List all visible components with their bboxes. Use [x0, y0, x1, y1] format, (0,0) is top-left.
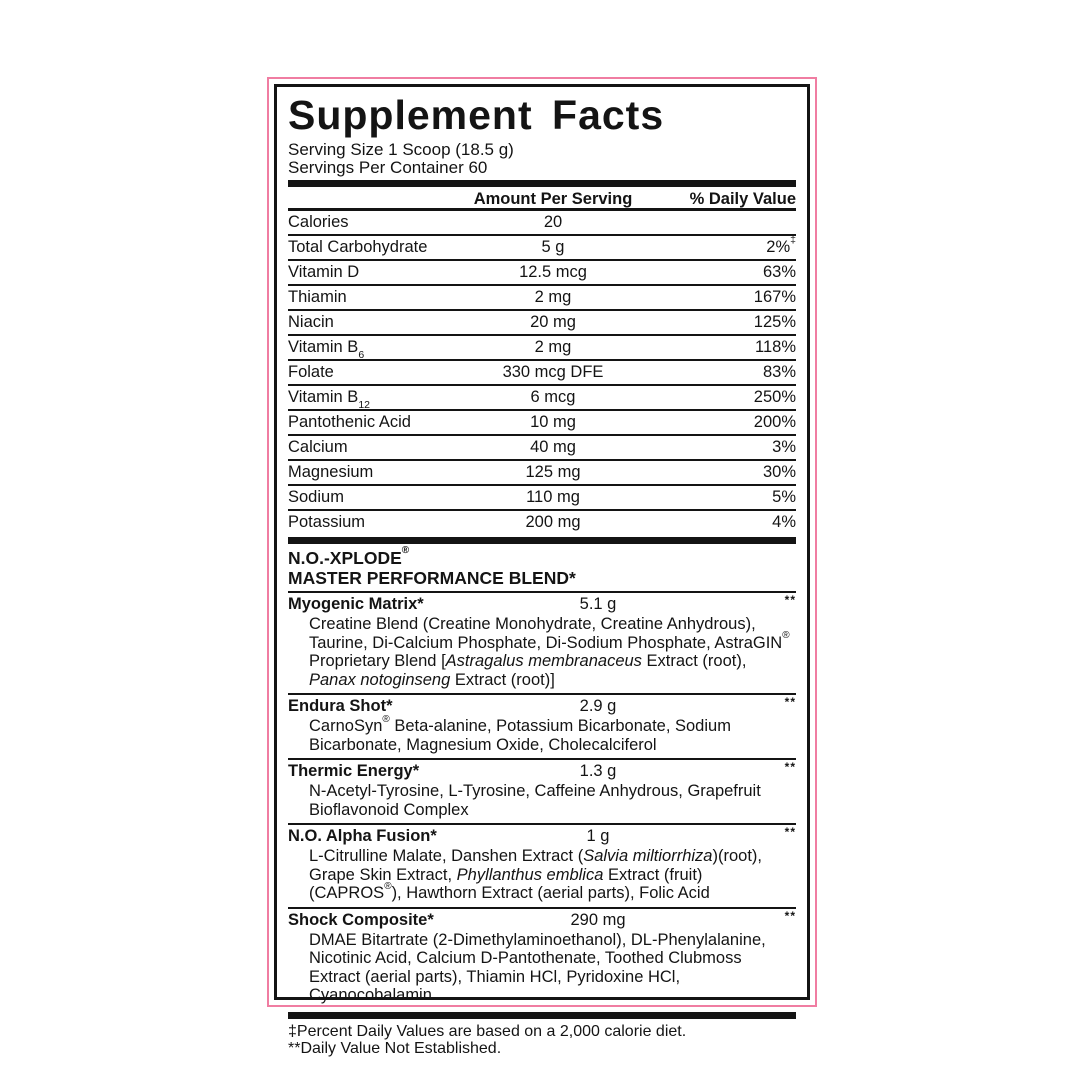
nutrient-row [288, 409, 796, 434]
nutrient-amount: 20 [543, 213, 563, 231]
nutrient-row [288, 334, 796, 362]
nutrient-name: Vitamin D [288, 263, 360, 281]
nutrient-name: Total Carbohydrate [288, 238, 428, 256]
blend-daily-value-mark: ** [784, 593, 796, 607]
nutrient-name: Thiamin [288, 288, 347, 306]
nutrient-daily-value: 250% [753, 388, 796, 406]
thick-divider [288, 1012, 796, 1019]
blend-heading-line1: N.O.-XPLODE® [288, 545, 410, 568]
blend-daily-value-mark: ** [784, 695, 796, 709]
blend-table [288, 591, 796, 1009]
nutrient-name: Sodium [288, 488, 344, 506]
nutrient-amount: 5 g [541, 238, 565, 256]
nutrient-daily-value: 118% [755, 338, 796, 356]
nutrient-daily-value: 63% [762, 263, 796, 281]
daily-value-column-header: % Daily Value [689, 190, 796, 208]
blend-title-row [288, 908, 796, 931]
nutrient-daily-value: 30% [762, 463, 796, 481]
nutrient-row [288, 234, 796, 259]
nutrient-daily-value: 83% [762, 363, 796, 381]
blend-ingredients: Creatine Blend (Creatine Monohydrate, Creatine Anhydrous), Taurine, Di-Calcium Phosphate, Di-Sodium Phosphate, AstraGIN® Proprietary Blend [Astragalus membranaceus Extract (root), Panax notoginseng Extract (root)] [309, 615, 790, 689]
nutrient-amount: 200 mg [525, 513, 581, 531]
nutrient-row [288, 509, 796, 534]
nutrient-amount: 10 mg [530, 413, 576, 431]
nutrient-row [288, 309, 796, 334]
nutrient-daily-value: 4% [772, 513, 796, 531]
blend-title-row [288, 697, 796, 717]
nutrient-table [288, 211, 796, 534]
nutrient-amount: 2 mg [534, 338, 572, 356]
nutrient-name: Pantothenic Acid [288, 413, 411, 431]
blend-ingredients: N-Acetyl-Tyrosine, L-Tyrosine, Caffeine Anhydrous, Grapefruit Bioflavonoid Complex [309, 782, 761, 819]
label-pink-frame [267, 77, 817, 1057]
blend-amount: 290 mg [570, 910, 626, 929]
blend-block [288, 823, 796, 907]
blend-daily-value-mark: ** [784, 760, 796, 774]
column-header-row [288, 189, 796, 211]
blend-heading-line2: MASTER PERFORMANCE BLEND* [288, 568, 576, 588]
nutrient-name: Folate [288, 363, 334, 381]
nutrient-name: Calories [288, 213, 349, 231]
nutrient-row [288, 434, 796, 459]
nutrient-amount: 12.5 mcg [519, 263, 587, 281]
nutrient-name: Potassium [288, 513, 366, 531]
blend-name: Thermic Energy* [288, 762, 420, 780]
blend-ingredients: DMAE Bitartrate (2-Dimethylaminoethanol), DL-Phenylalanine, Nicotinic Acid, Calcium D-Pantothenate, Toothed Clubmoss Extract (aerial parts), Thiamin HCl, Pyridoxine HCl, Cyanocobalamin [309, 930, 766, 1004]
panel-title: Supplement Facts [288, 92, 665, 138]
nutrient-row [288, 284, 796, 309]
nutrient-name-subscript: 6 [358, 349, 365, 362]
blend-daily-value-mark: ** [784, 908, 796, 923]
nutrient-row [288, 359, 796, 384]
blend-name: Myogenic Matrix* [288, 595, 424, 613]
nutrient-amount: 330 mcg DFE [502, 363, 604, 381]
nutrient-row [288, 384, 796, 412]
nutrient-row [288, 484, 796, 509]
blend-amount: 1 g [586, 827, 610, 845]
blend-name: Endura Shot* [288, 697, 393, 715]
nutrient-daily-value: 200% [753, 413, 796, 431]
daily-value-mark: ‡ [790, 233, 796, 246]
blend-ingredients: CarnoSyn® Beta-alanine, Potassium Bicarbonate, Sodium Bicarbonate, Magnesium Oxide, Cholecalciferol [309, 713, 731, 754]
nutrient-amount: 20 mg [530, 313, 576, 331]
blend-section-heading [288, 546, 796, 591]
amount-column-header: Amount Per Serving [473, 190, 633, 208]
blend-daily-value-mark: ** [784, 825, 796, 839]
blend-title-row [288, 827, 796, 847]
nutrient-daily-value: 2%‡ [766, 233, 796, 256]
nutrient-name: Vitamin $B_6$ [288, 338, 365, 362]
blend-block [288, 693, 796, 758]
blend-title-row [288, 595, 796, 615]
blend-amount: 5.1 g [579, 595, 617, 613]
nutrient-daily-value: 125% [753, 313, 796, 331]
nutrient-name-subscript: 12 [358, 399, 370, 412]
nutrient-name: Vitamin $B_{12}$ [288, 388, 370, 412]
blend-block [288, 907, 796, 1009]
nutrient-row [288, 211, 796, 234]
footnote-line: ‡Percent Daily Values are based on a 2,000 calorie diet. [288, 1022, 687, 1040]
nutrient-amount: 40 mg [530, 438, 576, 456]
nutrient-name: Magnesium [288, 463, 374, 481]
nutrient-daily-value: 5% [772, 488, 796, 506]
blend-amount: 1.3 g [579, 762, 617, 780]
nutrient-daily-value: 167% [753, 288, 796, 306]
supplement-facts-panel [274, 84, 810, 1057]
blend-name: N.O. Alpha Fusion* [288, 827, 437, 845]
thick-divider [288, 537, 796, 544]
blend-block [288, 758, 796, 823]
servings-per-container-text: Servings Per Container 60 [288, 158, 488, 177]
nutrient-row [288, 259, 796, 284]
nutrient-amount: 6 mcg [530, 388, 576, 406]
nutrient-amount: 2 mg [534, 288, 572, 306]
blend-title-row [288, 762, 796, 782]
registered-mark: ® [401, 545, 410, 557]
nutrient-row [288, 459, 796, 484]
nutrient-name: Niacin [288, 313, 334, 331]
footnotes [288, 1021, 796, 1058]
nutrient-amount: 110 mg [526, 488, 580, 506]
blend-amount: 2.9 g [579, 697, 617, 715]
nutrient-daily-value: 3% [772, 438, 796, 456]
footnote-line: **Daily Value Not Established. [288, 1040, 502, 1057]
thick-divider [288, 180, 796, 187]
nutrient-name: Calcium [288, 438, 348, 456]
nutrient-amount: 125 mg [525, 463, 581, 481]
blend-name: Shock Composite* [288, 910, 434, 929]
serving-size-text: Serving Size 1 Scoop (18.5 g) [288, 140, 514, 159]
blend-block [288, 591, 796, 693]
blend-ingredients: L-Citrulline Malate, Danshen Extract (Salvia miltiorrhiza)(root), Grape Skin Extract, Phyllanthus emblica Extract (fruit) (CAPROS®), Hawthorn Extract (aerial parts), Folic Acid [309, 847, 762, 902]
